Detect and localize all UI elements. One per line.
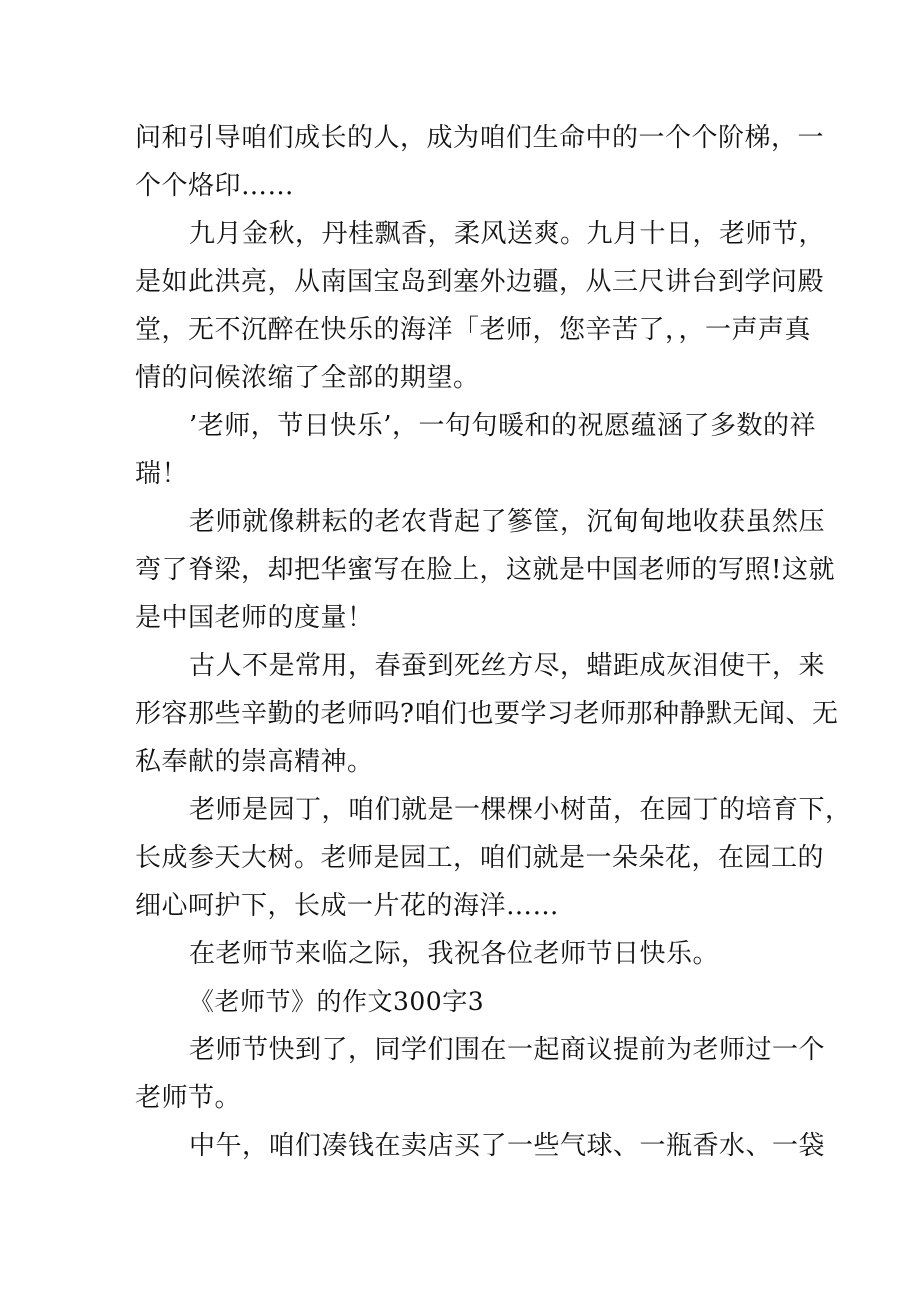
text-line: 私奉献的崇高精神。 (135, 747, 374, 777)
text-line: 情的问候浓缩了全部的期望。 (135, 363, 480, 393)
paragraph-start-line: 老师节快到了，同学们围在一起商议提前为老师过一个 (189, 1035, 826, 1065)
text-line: 是如此洪亮，从南国宝岛到塞外边疆，从三尺讲台到学问殿 (135, 267, 825, 297)
paragraph-start-line: 古人不是常用，春蚕到死丝方尽，蜡距成灰泪使干，来 (189, 651, 826, 681)
text-line: 弯了脊梁，却把华蜜写在脸上，这就是中国老师的写照!这就 (135, 555, 835, 585)
section-heading: 《老师节》的作文300字3 (189, 987, 485, 1016)
paragraph-start-line: 老师就像耕耘的老农背起了篸筐，沉甸甸地收获虽然压 (189, 507, 826, 537)
paragraph-start-line: 九月金秋，丹桂飘香，柔风送爽。九月十日，老师节， (189, 219, 826, 249)
text-line: 是中国老师的度量！ (135, 603, 374, 633)
paragraph-start-line: ’老师，节日快乐’，一句句暖和的祝愿蕴涵了多数的祥 (189, 411, 817, 441)
text-line: 个个烙印…… (135, 171, 295, 201)
text-line: 老师节。 (135, 1083, 242, 1113)
document-body (135, 114, 852, 1170)
text-line: 堂，无不沉醉在快乐的海洋「老师，您辛苦了，，一声声真 (135, 315, 812, 345)
paragraph-start-line: 中午，咱们凑钱在卖店买了一些气球、一瓶香水、一袋 (189, 1131, 826, 1161)
text-line: 问和引导咱们成长的人，成为咱们生命中的一个个阶梯，一 (135, 123, 825, 153)
paragraph-start-line: 在老师节来临之际，我祝各位老师节日快乐。 (189, 939, 720, 969)
paragraph-start-line: 老师是园丁，咱们就是一棵棵小树苗，在园丁的培育下， (189, 795, 852, 825)
text-line: 细心呵护下，长成一片花的海洋…… (135, 891, 560, 921)
text-line: 形容那些辛勤的老师吗?咱们也要学习老师那种静默无闻、无 (135, 699, 839, 729)
text-line: 长成参天大树。老师是园工，咱们就是一朵朵花，在园工的 (135, 843, 825, 873)
text-line: 瑞！ (135, 459, 189, 489)
